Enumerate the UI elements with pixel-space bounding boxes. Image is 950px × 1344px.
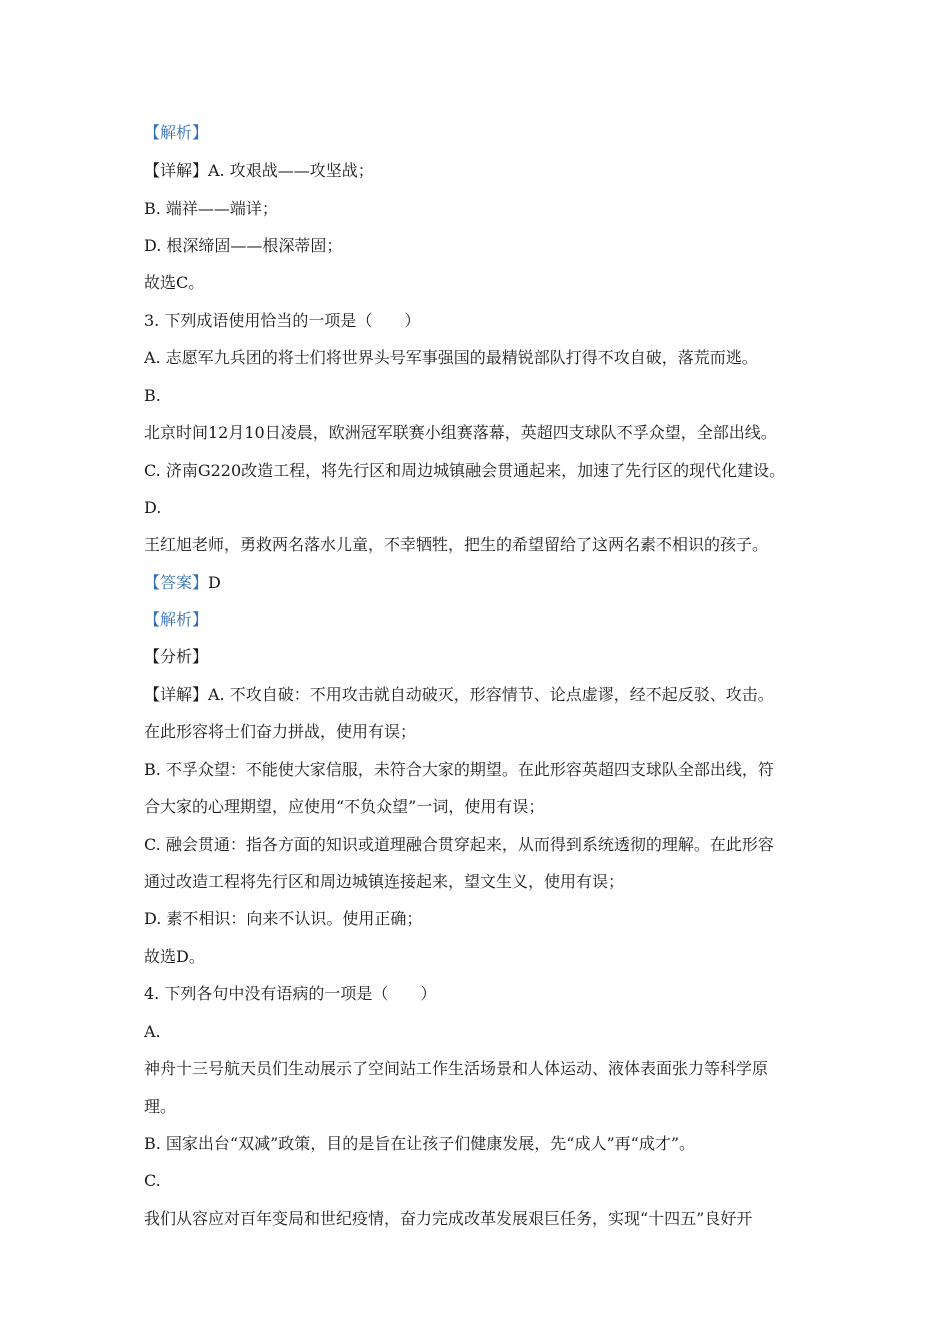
line-text: 王红旭老师，勇救两名落水儿童，不幸牺牲，把生的希望留给了这两名素不相识的孩子。	[144, 535, 769, 554]
line-text: D. 根深缔固——根深蒂固；	[144, 236, 343, 255]
option-line	[144, 1058, 824, 1080]
line-text: 3. 下列成语使用恰当的一项是（ ）	[144, 311, 421, 330]
line-text: 4. 下列各句中没有语病的一项是（ ）	[144, 984, 437, 1003]
option-line	[144, 497, 824, 519]
line-text: C. 融会贯通：指各方面的知识或道理融合贯穿起来，从而得到系统透彻的理解。在此形容	[144, 835, 774, 854]
line-text: D.	[144, 498, 162, 517]
doc-line	[144, 759, 824, 781]
option-line	[144, 1021, 824, 1043]
doc-line	[144, 646, 824, 668]
answer-line	[144, 572, 824, 594]
doc-line	[144, 235, 824, 257]
line-text: 合大家的心理期望，应使用“不负众望”一词，使用有误；	[144, 797, 545, 816]
option-line	[144, 1133, 824, 1155]
line-text: C. 济南G220改造工程，将先行区和周边城镇融会贯通起来，加速了先行区的现代化建设。	[144, 461, 786, 480]
line-text: B. 端祥——端详；	[144, 199, 278, 218]
doc-line	[144, 160, 824, 182]
line-text: C.	[144, 1171, 161, 1190]
option-line	[144, 460, 824, 482]
option-line	[144, 347, 824, 369]
line-text: 故选C。	[144, 273, 205, 292]
option-line	[144, 534, 824, 556]
doc-line	[144, 908, 824, 930]
doc-line	[144, 198, 824, 220]
line-text: A. 志愿军九兵团的将士们将世界头号军事强国的最精锐部队打得不攻自破，落荒而逃。	[144, 348, 758, 367]
line-text: D	[208, 573, 221, 592]
line-text: 【分析】	[144, 647, 209, 666]
option-line	[144, 385, 824, 407]
doc-line	[144, 871, 824, 893]
doc-line	[144, 684, 824, 706]
option-line	[144, 1208, 824, 1230]
line-text: 我们从容应对百年变局和世纪疫情，奋力完成改革发展艰巨任务，实现“十四五”良好开	[144, 1209, 753, 1228]
doc-line	[144, 796, 824, 818]
doc-line	[144, 609, 824, 631]
line-text: 【详解】A. 不攻自破：不用攻击就自动破灭，形容情节、论点虚谬，经不起反驳、攻击。	[144, 685, 774, 704]
doc-line	[144, 946, 824, 968]
question-heading	[144, 983, 824, 1005]
doc-line	[144, 122, 824, 144]
line-text: 神舟十三号航天员们生动展示了空间站工作生活场景和人体运动、液体表面张力等科学原	[144, 1059, 769, 1078]
line-text: 理。	[144, 1097, 177, 1116]
doc-line	[144, 834, 824, 856]
line-text: 【详解】A. 攻艰战——攻坚战；	[144, 161, 374, 180]
line-text: B.	[144, 386, 161, 405]
line-text: 在此形容将士们奋力拼战，使用有误；	[144, 722, 417, 741]
line-text: B. 不孚众望：不能使大家信服，未符合大家的期望。在此形容英超四支球队全部出线，符	[144, 760, 774, 779]
line-text: A.	[144, 1022, 161, 1041]
line-text: 北京时间12月10日凌晨，欧洲冠军联赛小组赛落幕，英超四支球队不孚众望，全部出线。	[144, 423, 777, 442]
option-line	[144, 1170, 824, 1192]
section-tag: 【解析】	[144, 610, 209, 629]
line-text: 故选D。	[144, 947, 205, 966]
section-tag: 【答案】	[144, 573, 209, 592]
option-line	[144, 1096, 824, 1118]
doc-line	[144, 721, 824, 743]
option-line	[144, 422, 824, 444]
line-text: 通过改造工程将先行区和周边城镇连接起来，望文生义，使用有误；	[144, 872, 625, 891]
line-text: D. 素不相识：向来不认识。使用正确；	[144, 909, 423, 928]
line-text: B. 国家出台“双减”政策，目的是旨在让孩子们健康发展，先“成人”再“成才”。	[144, 1134, 696, 1153]
section-tag: 【解析】	[144, 123, 209, 142]
doc-line	[144, 272, 824, 294]
question-heading	[144, 310, 824, 332]
